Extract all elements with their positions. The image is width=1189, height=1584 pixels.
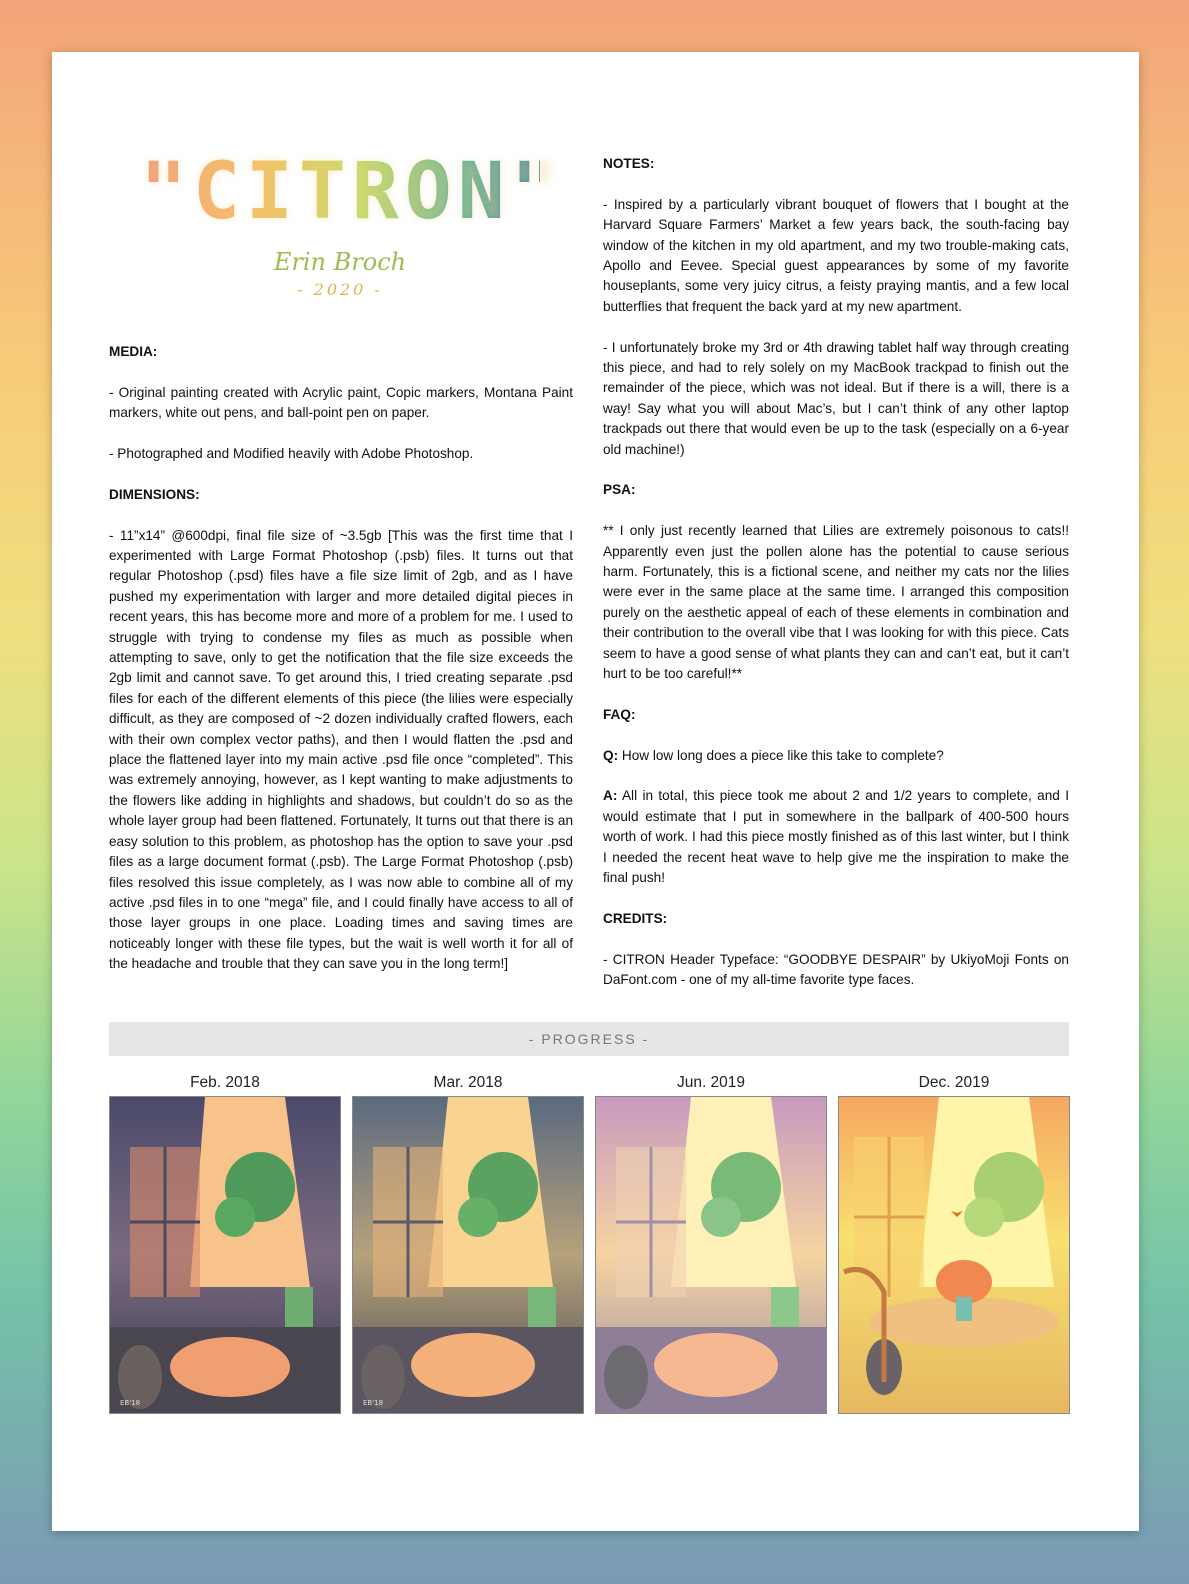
signature-year: - 2020 -: [297, 280, 383, 299]
dimensions-paragraph: - 11”x14” @600dpi, final file size of ~3.5gb [This was the first time that I experimented with Large Format Photoshop (.psb) files. It turns out that regular Photoshop (.psd) files have a file size limit of 2gb, and as I have pushed my experimentation with larger and more detailed digital pieces in recent years, this has become more and more of a problem for me. I used to struggle with trying to condense my files as much as possible when attempting to save, only to get the notification that the file size exceeds the 2gb limit and cannot save. To get around this, I tried creating separate .psd files for each of the different elements of this piece (the lilies were especially difficult, as they are composed of ~2 dozen individually crafted flowers, each with their own complex vector paths), and then I would flatten the .psd and place the flattened layer into my main active .psd file once “completed”. This was extremely annoying, however, as I kept wanting to make adjustments to the flowers like adding in highlights and shadows, but couldn’t do so as the whole layer group had been flattened. Fortunately, It turns out that there is an easy solution to this problem, as photoshop has the option to save your .psd files as a large document format (.psb). The Large Format Photoshop (.psb) files resolved this issue completely, as I was now able to combine all of my active .psd files in to one “mega” file, and I could finally have access to all of those layer groups in one place. Loading times and saving times are noticeably longer with these file types, but the wait is well worth it for all of the headache and trouble that they can save you in the long term!]: [109, 527, 573, 972]
notes-paragraph-1: - Inspired by a particularly vibrant bouquet of flowers that I bought at the Harvard Square Farmers’ Market a few years back, the south-facing bay window of the kitchen in my old apartment, and my two trouble-making cats, Apollo and Eevee. Special guest appearances by some of my favorite houseplants, some very juicy citrus, a feisty praying mantis, and a few local butterflies that frequent the back yard at my new apartment.: [603, 196, 1069, 314]
title-logo: "CITRON": [140, 147, 564, 237]
faq-a-label: A:: [603, 788, 618, 804]
media-heading: MEDIA:: [109, 344, 158, 359]
faq-heading: FAQ:: [603, 706, 636, 722]
progress-image-mar-2018: [352, 1096, 584, 1414]
progress-date: Feb. 2018: [190, 1074, 260, 1091]
credits-heading: CREDITS:: [603, 910, 668, 926]
initials: EB'18: [120, 1399, 141, 1407]
dimensions-heading: DIMENSIONS:: [109, 486, 200, 502]
faq-question: [603, 746, 1069, 766]
notes-heading: NOTES:: [603, 156, 655, 171]
progress-item: [352, 1070, 584, 1414]
progress-date: Mar. 2018: [433, 1074, 503, 1091]
info-sheet: [52, 52, 1139, 1531]
right-column: [603, 154, 1069, 1011]
faq-q-text: How low long does a piece like this take to complete?: [618, 747, 944, 763]
psa-paragraph: ** I only just recently learned that Lilies are extremely poisonous to cats!! Apparently even just the pollen alone has the potential to cause serious harm. Fortunately, this is a fictional scene, and neither my cats nor the lilies were ever in the same place at the same time. I arranged this composition purely on the aesthetic appeal of each of these elements in combination and their contribution to the overall vibe that I was looking for with this piece. Cats seem to have a good sense of what plants they can and can’t eat, but it can’t hurt to be too careful!**: [603, 523, 1069, 682]
faq-a-text: All in total, this piece took me about 2 and 1/2 years to complete, and I would estimate that I put in somewhere in the ballpark of 400-500 hours worth of work. I had this piece mostly finished as of this last winter, but I think I needed the recent heat wave to help give me the inspiration to make the final push!: [603, 788, 1069, 886]
media-paragraph-1: - Original painting created with Acrylic paint, Copic markers, Montana Paint markers, white out pens, and ball-point pen on paper.: [109, 384, 573, 421]
progress-date: Dec. 2019: [918, 1074, 990, 1091]
progress-thumbnails: [109, 1070, 1071, 1470]
left-column: [109, 342, 573, 995]
initials: EB'18: [363, 1399, 384, 1407]
artist-signature: Erin Broch: [273, 248, 407, 276]
header-logo: [140, 147, 564, 332]
progress-image-feb-2018: [109, 1096, 341, 1414]
progress-banner: - PROGRESS -: [109, 1022, 1069, 1056]
progress-item: [595, 1070, 827, 1414]
psa-heading: PSA:: [603, 482, 636, 498]
progress-image-dec-2019: [838, 1096, 1070, 1414]
progress-item: [109, 1070, 341, 1414]
media-paragraph-2: - Photographed and Modified heavily with Adobe Photoshop.: [109, 446, 474, 461]
notes-paragraph-2: - I unfortunately broke my 3rd or 4th drawing tablet half way through creating this piece, and had to rely solely on my MacBook trackpad to finish out the remainder of the piece, which was not ideal. But if there is a will, there is a way! Say what you will about Mac’s, but I can’t think of any other laptop trackpads out there that would even be up to the task (especially on a 6-year old machine!): [603, 339, 1069, 457]
progress-item: [838, 1070, 1070, 1414]
faq-q-label: Q:: [603, 747, 619, 763]
credits-paragraph: - CITRON Header Typeface: “GOODBYE DESPAIR” by UkiyoMoji Fonts on DaFont.com - one of my all-time favorite type faces.: [603, 951, 1069, 988]
progress-date: Jun. 2019: [676, 1074, 746, 1091]
progress-image-jun-2019: [595, 1096, 827, 1414]
faq-answer: [603, 786, 1069, 888]
